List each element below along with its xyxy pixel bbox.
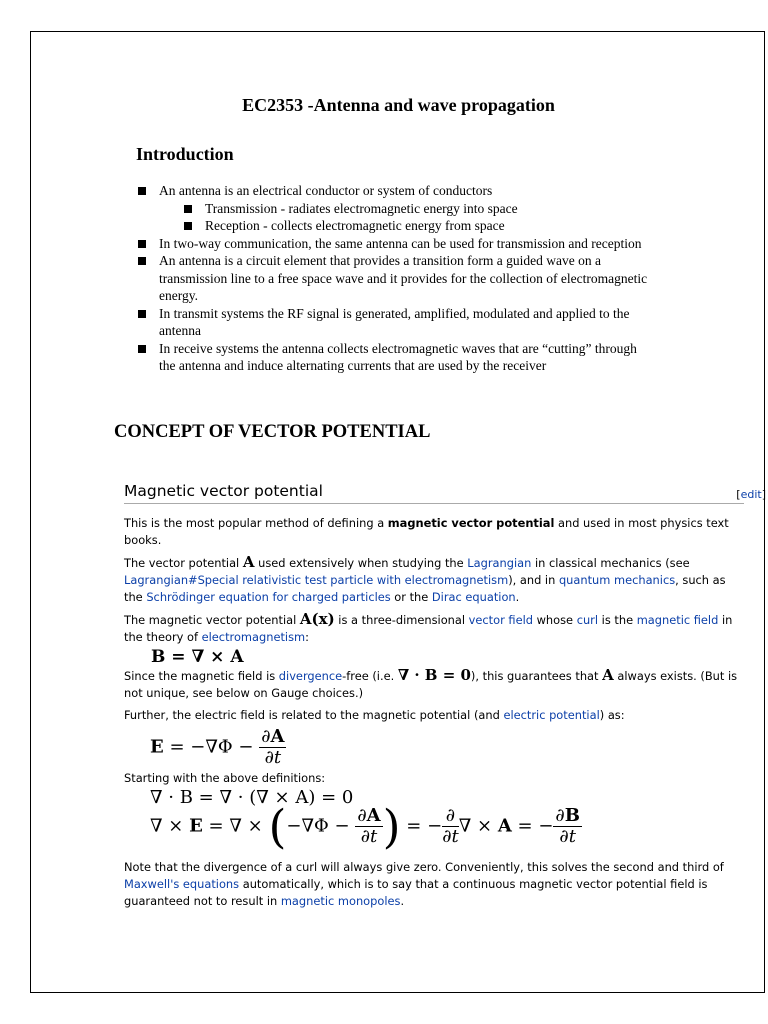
paragraph-maxwell: Note that the divergence of a curl will always give zero. Conveniently, this solves the second and third of Maxwell's equations automatically, which is to say that a continuous magnetic vector potential field is guaranteed not to result in magnetic monopoles. (124, 860, 724, 908)
paragraph-usage: The vector potential A used extensively when studying the Lagrangian in classical mechanics (see Lagrangian#Special relativistic test particle with electromagnetism), and in quantum mechanics, such as the Schrödinger equation for charged particles or the Dirac equation. (124, 553, 726, 604)
edit-link-wrapper: [edit] (736, 488, 766, 501)
sub-list-item: Reception - collects electromagnetic energy from space (182, 217, 656, 235)
paragraph-divergence: Since the magnetic field is divergence-free (i.e. ∇ · B = 0), this guarantees that A always exists. (But is not unique, see below on Gauge choices.) (124, 666, 738, 700)
wiki-excerpt (124, 477, 766, 910)
bullet-square-icon (184, 222, 192, 230)
equation-div-curl: ∇ · B = ∇ · (∇ × A) = 0 (150, 787, 354, 808)
concept-heading: CONCEPT OF VECTOR POTENTIAL (114, 422, 431, 442)
paragraph-curl: The magnetic vector potential A(x) is a three-dimensional vector field whose curl is the magnetic field in the theory of electromagnetism: (124, 610, 733, 644)
symbol-a: A (242, 553, 255, 571)
document-page (30, 31, 765, 993)
equation-e-field: E = −∇Φ − $\frac{\partial A}{\partial t}$ (150, 726, 285, 768)
link-magnetic-field[interactable]: magnetic field (636, 613, 719, 627)
list-item: In two-way communication, the same antenna can be used for transmission and reception (136, 235, 656, 253)
list-item: In receive systems the antenna collects electromagnetic waves that are “cutting” through the antenna and induce alternating currents that are used by the receiver (136, 340, 656, 375)
link-maxwell-equations[interactable]: Maxwell's equations (124, 877, 240, 891)
link-curl[interactable]: curl (576, 613, 599, 627)
equation-b-curl-a: B = ∇ × A (151, 647, 244, 667)
edit-link[interactable]: edit (740, 488, 762, 501)
symbol-a-of-x: A(x) (299, 610, 335, 628)
sub-list (159, 200, 656, 235)
introduction-list (136, 182, 656, 375)
bullet-square-icon (138, 187, 146, 195)
equation-div-b: ∇ · B = 0 (397, 666, 471, 684)
introduction-heading: Introduction (136, 144, 234, 164)
link-lagrangian-special[interactable]: Lagrangian#Special relativistic test particle with electromagnetism (124, 573, 509, 587)
bullet-square-icon (138, 345, 146, 353)
symbol-a: A (602, 666, 614, 684)
list-item: An antenna is a circuit element that provides a transition form a guided wave on a transmission line to a free space wave and it provides for the collection of electromagnetic energy. (136, 252, 656, 305)
link-schrodinger[interactable]: Schrödinger equation for charged particles (146, 590, 391, 604)
bullet-square-icon (138, 310, 146, 318)
link-electromagnetism[interactable]: electromagnetism (201, 630, 306, 644)
paragraph-definition: This is the most popular method of defining a magnetic vector potential and used in most physics text books. (124, 516, 729, 547)
link-dirac[interactable]: Dirac equation (431, 590, 516, 604)
document-title: EC2353 -Antenna and wave propagation (242, 95, 555, 115)
list-item: An antenna is an electrical conductor or system of conductors Transmission - radiates electromagnetic energy into space Reception - collects electromagnetic energy from space (136, 182, 656, 235)
link-lagrangian[interactable]: Lagrangian (467, 556, 532, 570)
sub-list-item: Transmission - radiates electromagnetic energy into space (182, 200, 656, 218)
link-vector-field[interactable]: vector field (468, 613, 533, 627)
bullet-square-icon (184, 205, 192, 213)
link-magnetic-monopoles[interactable]: magnetic monopoles (280, 894, 401, 908)
bullet-square-icon (138, 240, 146, 248)
bullet-square-icon (138, 257, 146, 265)
paragraph-starting: Starting with the above definitions: (124, 771, 326, 785)
wiki-section-title: Magnetic vector potential (124, 482, 323, 500)
link-quantum-mechanics[interactable]: quantum mechanics (558, 573, 676, 587)
equation-curl-e: ∇ × E = ∇ × (−∇Φ − $\frac{\partial A}{\partial t}$ ) = − $\frac{\partial}{\partial t}$ ∇ × A = − $\frac{\partial B}{\partial t}$ (150, 799, 580, 854)
fraction: $\frac{\partial A}{\partial t}$ (261, 726, 285, 768)
paragraph-electric-field: Further, the electric field is related to the magnetic potential (and electric potential) as: (124, 708, 625, 722)
wiki-section-header (124, 477, 766, 504)
link-electric-potential[interactable]: electric potential (503, 708, 600, 722)
list-item: In transmit systems the RF signal is generated, amplified, modulated and applied to the antenna (136, 305, 656, 340)
link-divergence[interactable]: divergence (278, 669, 343, 683)
